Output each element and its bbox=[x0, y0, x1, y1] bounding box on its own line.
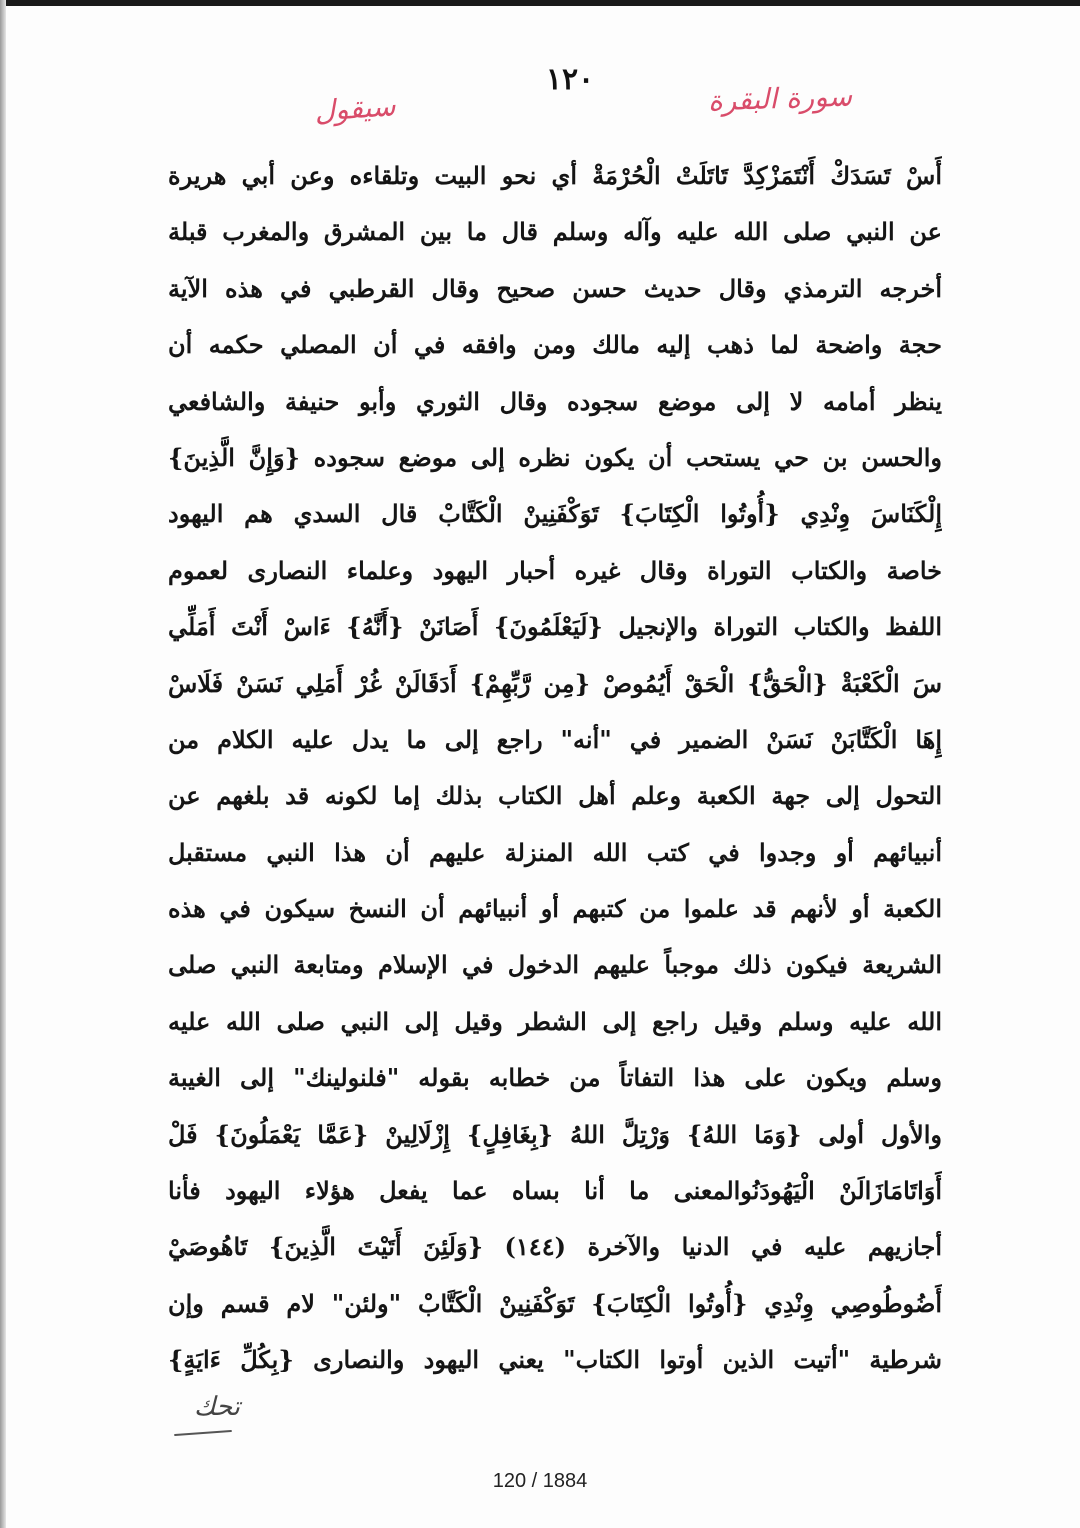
text-line: اللفظ والكتاب التوراة والإنجيل {لَيَعْلَمُونَ} أَصَانَنْ {أَنَّهُ} ءَاسْ أَنْتَ أَمَلِّي bbox=[168, 612, 942, 642]
text-line: أخرجه الترمذي وقال حديث حسن صحيح وقال القرطبي في هذه الآية bbox=[168, 273, 942, 303]
text-line: إِلْكَنَاسَ وِنْدِي {أُوتُوا الْكِتَابَ} تَوَكْفَنِينْ الْكَتَّابْ قال السدي هم اليهود bbox=[168, 499, 942, 529]
text-line: إِهَا الْكَتَّابَنْ نَسَنْ الضمير في "أنه" راجع إلى ما يدل عليه الكلام من bbox=[168, 724, 942, 754]
text-line: أجازيهم عليه في الدنيا والآخرة (١٤٤) {وَلَئِنَ أَتَيْتَ الَّذِينَ} تَاهُوصَيْ bbox=[168, 1232, 942, 1262]
catchword: تحك bbox=[194, 1392, 240, 1422]
text-line: أنبيائهم أو وجدوا في كتب الله المنزلة عليهم أن هذا النبي مستقبل bbox=[168, 837, 942, 867]
text-line: التحول إلى جهة الكعبة وعلم أهل الكتاب بذلك إما لكونه قد بلغهم عن bbox=[168, 781, 942, 811]
text-line: أَوَاتَامَازَالَنْ الْيَهُودَنُوالمعنى ما أنا بساه عما يفعل هؤلاء اليهود فأنا bbox=[168, 1176, 942, 1206]
page-indicator: 120 / 1884 bbox=[492, 1470, 588, 1492]
text-line: ينظر أمامه لا إلى موضع سجوده وقال الثوري وأبو حنيفة والشافعي bbox=[168, 386, 942, 416]
text-line: والأول أولى {وَمَا اللهُ} وَرْتِلَّ اللهُ {بِغَافِلٍ} إِزْلَالِينْ {عَمَّا يَعْمَلُونَ} فَلْ bbox=[168, 1119, 942, 1149]
text-line: حجة واضحة لما ذهب إليه مالك ومن وافقه في أن المصلي حكمه أن bbox=[168, 330, 942, 360]
text-line: خاصة والكتاب التوراة وقال غيره أحبار اليهود وعلماء النصارى لعموم bbox=[168, 555, 942, 585]
surah-margin-note: سورة البقرة bbox=[707, 79, 853, 118]
body-text bbox=[168, 148, 942, 1389]
text-line: الله عليه وسلم وقيل راجع إلى الشطر وقيل إلى النبي صلى الله عليه bbox=[168, 1006, 942, 1036]
text-line: والحسن بن حي يستحب أن يكون نظره إلى موضع سجوده {وَإِنَّ الَّذِينَ} bbox=[168, 442, 942, 472]
text-line: الكعبة أو لأنهم قد علموا من كتبهم أو أنبيائهم أن النسخ سيكون في هذه bbox=[168, 894, 942, 924]
text-line: شرطية "أتيت الذين أوتوا الكتاب" يعني اليهود والنصارى {بِكُلِّ ءَايَةٍ} bbox=[168, 1345, 942, 1375]
text-line: سَ الْكَعْبَةْ {الْحَقُّ} الْحَقْ أَيُمُوصْ {مِن رَّبِّهِمْ} أَدَقَالَنْ غُرْ أَمَلِي نَسَنْ فَلَاسْ bbox=[168, 668, 942, 698]
text-line: وسلم ويكون على هذا التفاتاً من خطابه بقوله "فلنولينك" إلى الغيبة bbox=[168, 1063, 942, 1093]
text-line: عن النبي صلى الله عليه وآله وسلم قال ما بين المشرق والمغرب قبلة bbox=[168, 217, 942, 247]
text-line: أَضُوطُوصِي وِنْدِي {أُوتُوا الْكِتَابَ} تَوَكْفَنِينْ الْكَتَّابْ "ولئن" لام قسم وإن bbox=[168, 1288, 942, 1318]
juz-margin-note: سيقول bbox=[313, 89, 397, 128]
text-line: الشريعة فيكون ذلك موجباً عليهم الدخول في الإسلام ومتابعة النبي صلى bbox=[168, 950, 942, 980]
page-number: ١٢٠ bbox=[545, 62, 595, 97]
text-line: أَسْ تَسَدَكْ أَنْتَمَزْكِدَّ تَاتَلَتْ الْحُرْمَةْ أي نحو البيت وتلقاءه وعن أبي هريرة bbox=[168, 161, 942, 190]
